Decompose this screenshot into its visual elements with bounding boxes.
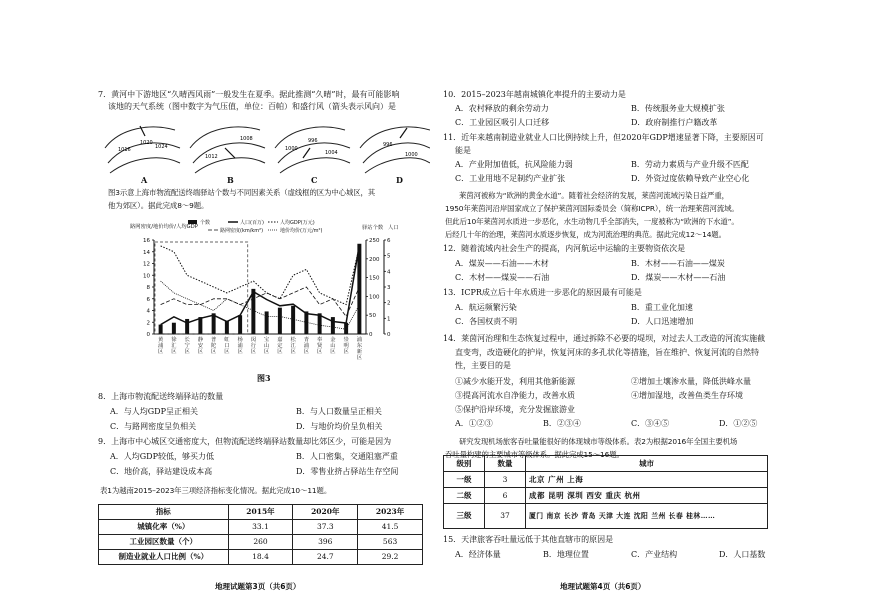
legend-label: 人均GDP(万元) xyxy=(280,220,315,226)
category-label: 徐 xyxy=(171,337,177,343)
bar-count xyxy=(159,325,163,334)
q11-option-b[interactable]: B．劳动力素质与产业升级不匹配 xyxy=(631,160,749,169)
category-label: 贤 xyxy=(316,343,323,349)
q14-option-d[interactable]: D．①②⑤ xyxy=(719,419,758,428)
table2-header-row xyxy=(444,456,768,472)
right-tick-label: 200 xyxy=(369,256,380,263)
table2-cell: 37 xyxy=(485,504,526,529)
table1-cell: 18.4 xyxy=(228,550,293,565)
legend-label: 地价均价(万元/m²) xyxy=(280,228,323,234)
q8-stem: 8．上海市物流配送终端驿站的数量 xyxy=(98,392,224,401)
question-8 xyxy=(98,392,418,402)
category-label: 浦 xyxy=(237,343,243,349)
series-line-1 xyxy=(161,245,360,325)
category-label: 陀 xyxy=(210,343,217,349)
category-label: 区 xyxy=(303,349,310,355)
table-row xyxy=(99,535,423,550)
q8-option-a[interactable]: A．与人均GDP呈正相关 xyxy=(110,407,198,416)
q9-option-a[interactable]: A．人均GDP较低，够买力低 xyxy=(110,452,214,461)
right2-tick-label: 3 xyxy=(387,285,391,291)
left-tick-label: 10 xyxy=(143,273,150,280)
q9-option-b[interactable]: B．人口密集，交通阻塞严重 xyxy=(296,452,398,461)
table1-cell: 396 xyxy=(293,535,358,550)
category-label: 长 xyxy=(184,337,190,343)
right-tick-label: 50 xyxy=(369,313,376,320)
right-tick-label: 0 xyxy=(369,332,373,338)
table1-header-cell: 2020年 xyxy=(293,505,358,520)
q11-stem-line1: 11．近年来越南制造业就业人口比例持续上升，但2020年GDP增速显著下降，主要原因可 xyxy=(443,133,764,142)
left-tick-label: 0 xyxy=(146,332,150,338)
q8-option-d[interactable]: D．与地价均价呈负相关 xyxy=(296,422,383,431)
bar-count xyxy=(278,308,282,334)
map-a xyxy=(105,126,180,173)
airport-line2: 吞吐量构建的主要城市等级体系。据此完成15～16题。 xyxy=(445,449,624,459)
table2-cell: 6 xyxy=(485,488,526,504)
figure3-intro-line2: 他为郊区）。据此完成8～9题。 xyxy=(108,201,209,211)
category-label: 闵 xyxy=(250,337,257,343)
category-label: 奉 xyxy=(316,337,323,343)
q13-option-a[interactable]: A．航运频繁污染 xyxy=(455,303,517,312)
q8-option-c[interactable]: C．与路网密度呈负相关 xyxy=(110,422,197,431)
figure3-caption: 图3 xyxy=(257,373,271,383)
legend-label: 路网密度(km/km²) xyxy=(220,228,264,234)
table1-cell: 33.1 xyxy=(228,520,293,535)
question-14 xyxy=(443,332,853,373)
category-label: 区 xyxy=(171,349,177,355)
category-label: 区 xyxy=(197,349,204,355)
q14-option-a[interactable]: A．①②③ xyxy=(455,419,493,428)
q14-option-c[interactable]: C．③④⑤ xyxy=(631,419,670,428)
map-d-isobar-1000: 1000 xyxy=(405,152,418,158)
q12-option-b[interactable]: B．木材——石油——煤炭 xyxy=(631,259,725,268)
question-7 xyxy=(98,90,418,112)
category-label: 定 xyxy=(277,343,283,349)
table1-intro: 表1为越南2015–2023年三项经济指标变化情况。据此完成10～11题。 xyxy=(100,486,332,495)
category-label: 虹 xyxy=(224,337,230,343)
bar-count xyxy=(225,321,229,334)
table2-header-cell: 城市 xyxy=(526,456,768,472)
q11-option-a[interactable]: A．产业附加值低，抗风险能力弱 xyxy=(455,160,573,169)
category-label: 山 xyxy=(263,343,270,349)
category-label: 汇 xyxy=(171,343,177,349)
table-row xyxy=(444,488,768,504)
rhine-line2: 1950年莱茵河沿岸国家成立了保护莱茵河国际委员会（简称ICPR），统一治理莱茵河流域。 xyxy=(445,203,739,213)
table1-cell: 工业园区数量（个） xyxy=(99,535,229,550)
bar-count xyxy=(265,311,269,334)
category-label: 宁 xyxy=(184,343,190,349)
category-label: 明 xyxy=(343,343,349,349)
bar-count xyxy=(331,317,335,334)
map-b-isobar-1012: 1012 xyxy=(205,154,218,160)
map-c xyxy=(275,127,350,173)
category-label: 区 xyxy=(343,349,349,355)
category-label: 宝 xyxy=(263,337,270,343)
right2-tick-label: 1 xyxy=(387,316,391,323)
bar-count xyxy=(172,323,176,334)
category-label: 浦 xyxy=(356,337,363,343)
left-tick-label: 16 xyxy=(143,238,150,244)
chart-svg xyxy=(128,218,398,366)
right2-tick-label: 5 xyxy=(387,253,391,260)
q9-option-d[interactable]: D．零售业挤占驿站生存空间 xyxy=(296,467,399,476)
table2-cell: 成都 昆明 深圳 西安 重庆 杭州 xyxy=(526,488,768,504)
right-tick-label: 250 xyxy=(369,238,380,244)
question-13: 13．ICPR成立后十年水质进一步恶化的原因最有可能是 xyxy=(443,288,642,297)
bar-count xyxy=(198,317,202,334)
category-label: 黄 xyxy=(157,337,164,343)
bar-count xyxy=(185,319,189,334)
q9-option-c[interactable]: C．地价高，驿站建设成本高 xyxy=(110,467,213,476)
q12-option-a[interactable]: A．煤炭——石油——木材 xyxy=(455,259,549,268)
table1-header-cell: 2015年 xyxy=(228,505,293,520)
category-label: 安 xyxy=(197,343,204,349)
q9-stem: 9．上海市中心城区交通密度大，但物流配送终端驿站数量却比郊区少，可能是因为 xyxy=(98,437,392,446)
left-tick-label: 14 xyxy=(143,249,150,256)
bar-count xyxy=(238,315,242,334)
q11-stem-line2: 能是 xyxy=(455,146,471,155)
category-label: 口 xyxy=(224,343,230,349)
map-a-isobar-1020: 1020 xyxy=(140,140,153,146)
category-label: 区 xyxy=(250,349,257,355)
table-row xyxy=(99,550,423,565)
category-label: 静 xyxy=(197,337,204,343)
table2 xyxy=(443,455,768,529)
category-label: 行 xyxy=(250,343,257,349)
map-a-isobar-1024: 1024 xyxy=(155,144,168,150)
category-label: 金 xyxy=(330,337,336,343)
map-label-b: B xyxy=(227,175,234,185)
category-label: 青 xyxy=(303,337,310,343)
map-label-a: A xyxy=(141,175,148,185)
rhine-line3: 但此后10年莱茵河水质进一步恶化，水生动物几乎全部消失，一度被称为“欧洲的下水道”。 xyxy=(445,216,739,226)
question-15: 15．天津旅客吞吐量远低于其他直辖市的原因是 xyxy=(443,535,614,544)
category-label: 区 xyxy=(330,349,336,355)
page-footer-right: 地理试题第4页（共6页） xyxy=(560,582,646,591)
table-row xyxy=(444,472,768,488)
q15-option-b[interactable]: B．地理位置 xyxy=(543,550,589,559)
q7-weather-maps xyxy=(100,118,430,178)
table1-cell: 37.3 xyxy=(293,520,358,535)
right2-tick-label: 4 xyxy=(387,269,391,276)
category-label: 区 xyxy=(210,349,217,355)
table1-cell: 563 xyxy=(358,535,423,550)
q13-option-c[interactable]: C．各国权责不明 xyxy=(455,317,518,326)
q14-item-1: ①减少水能开发，利用其他新能源 xyxy=(455,377,575,386)
table2-header-cell: 数量 xyxy=(485,456,526,472)
left-tick-label: 2 xyxy=(146,320,150,327)
table2-cell: 厦门 南京 长沙 青岛 天津 大连 沈阳 兰州 长春 桂林…… xyxy=(526,504,768,529)
table1-cell: 制造业就业人口比例（%） xyxy=(99,550,229,565)
q15-option-d[interactable]: D．人口基数 xyxy=(719,550,766,559)
table1 xyxy=(98,504,423,565)
rhine-line4: 后经几十年的治理，莱茵河水质逐步恢复，成为河流治理的典范。据此完成12～14题。 xyxy=(445,229,726,239)
q11-option-d[interactable]: D．外资过度依赖导致产业空心化 xyxy=(631,174,750,183)
table2-cell: 三级 xyxy=(444,504,485,529)
question-11 xyxy=(443,133,788,156)
category-label: 区 xyxy=(290,349,296,355)
category-label: 区 xyxy=(184,349,190,355)
left-tick-label: 4 xyxy=(146,308,150,315)
question-12: 12．随着流域内社会生产的提高，内河航运中运输的主要物资依次是 xyxy=(443,244,686,253)
y-right-title: 驿站个数 xyxy=(362,225,384,231)
q14-item-2: ②增加土壤渗水量，降低洪峰水量 xyxy=(631,377,751,386)
table1-cell: 城镇化率（%） xyxy=(99,520,229,535)
table2-cell: 二级 xyxy=(444,488,485,504)
q10-option-a[interactable]: A．农村释放的剩余劳动力 xyxy=(455,104,549,113)
question-9 xyxy=(98,437,418,447)
table1-header-row xyxy=(99,505,423,520)
category-label: 浦 xyxy=(157,343,164,349)
map-b xyxy=(190,127,265,173)
bar-count xyxy=(344,323,348,334)
category-label: 杨 xyxy=(237,337,243,343)
table2-cell: 一级 xyxy=(444,472,485,488)
category-label: 区 xyxy=(277,349,283,355)
right-page xyxy=(435,0,870,615)
table-row xyxy=(99,520,423,535)
left-tick-label: 6 xyxy=(146,296,150,303)
q15-option-c[interactable]: C．产业结构 xyxy=(631,550,678,559)
rhine-passage xyxy=(445,190,845,242)
map-c-isobar-1004: 1004 xyxy=(325,150,338,156)
q10-option-b[interactable]: B．传统服务业大规模扩张 xyxy=(631,104,725,113)
q14-stem-line1: 14．莱茵河治理和生态恢复过程中，通过拆除不必要的堤坝，对过去人工改造的河流实施截 xyxy=(443,334,766,343)
table1-cell: 41.5 xyxy=(358,520,423,535)
left-tick-label: 8 xyxy=(146,285,150,291)
rhine-line1: 莱茵河被称为“欧洲的黄金水道”。随着社会经济的发展，莱茵河流域污染日益严重， xyxy=(459,191,729,200)
question-10: 10．2015–2023年越南城镇化率提升的主要动力是 xyxy=(443,90,626,99)
table2-header-cell: 级别 xyxy=(444,456,485,472)
q15-option-a[interactable]: A．经济体量 xyxy=(455,550,501,559)
category-label: 区 xyxy=(224,349,230,355)
map-c-isobar-996: 996 xyxy=(308,138,318,144)
category-label: 山 xyxy=(330,343,336,349)
q12-option-d[interactable]: D．煤炭——木材——石油 xyxy=(631,273,726,282)
legend-label: 个数 xyxy=(200,220,211,226)
category-label: 区 xyxy=(316,349,323,355)
q7-stem-line1: 7．黄河中下游地区“久晴西风雨”一般发生在夏季。据此推测“久晴”时，最有可能影响 xyxy=(98,90,400,99)
map-d xyxy=(360,127,430,173)
page-footer-left: 地理试题第3页（共6页） xyxy=(215,582,301,591)
table1-cell: 260 xyxy=(228,535,293,550)
category-label: 松 xyxy=(290,337,296,343)
weather-maps-svg xyxy=(100,118,430,178)
y-left-title: 路网密度/地价均价/人均GDP xyxy=(130,224,198,230)
right-tick-label: 150 xyxy=(369,275,380,282)
category-label: 区 xyxy=(237,349,243,355)
category-label: 新 xyxy=(356,349,363,355)
table2-cell: 北京 广州 上海 xyxy=(526,472,768,488)
table-row xyxy=(444,504,768,529)
table1-header-cell: 2023年 xyxy=(358,505,423,520)
q10-option-d[interactable]: D．政府制推行户籍改革 xyxy=(631,118,718,127)
q8-option-b[interactable]: B．与人口数量呈正相关 xyxy=(296,407,382,416)
figure3-intro-line1: 图3示意上海市物流配送终端驿站个数与不同因素关系（虚线框的区为中心城区，其 xyxy=(108,188,376,197)
figure3-chart xyxy=(128,218,398,366)
q14-item-5: ⑤保护沿岸环境，充分发掘旅游业 xyxy=(455,405,575,414)
q12-option-c[interactable]: C．木材——煤炭——石油 xyxy=(455,273,550,282)
legend-label: 人口(百万) xyxy=(240,220,264,226)
table2-cell: 3 xyxy=(485,472,526,488)
left-tick-label: 12 xyxy=(143,261,150,268)
q13-option-b[interactable]: B．重工业化加速 xyxy=(631,303,693,312)
y-right2-title: 人口 xyxy=(388,225,398,231)
category-label: 区 xyxy=(356,355,363,361)
q10-option-c[interactable]: C．工业园区吸引人口迁移 xyxy=(455,118,550,127)
series-line-3 xyxy=(161,287,360,316)
map-label-c: C xyxy=(311,175,318,185)
map-d-isobar-996: 996 xyxy=(383,142,393,148)
category-label: 东 xyxy=(356,343,363,349)
map-b-isobar-1008: 1008 xyxy=(240,136,253,142)
q14-stem-line3: 性，主要目的是 xyxy=(455,361,511,371)
category-label: 嘉 xyxy=(277,337,283,343)
table1-header-cell: 指标 xyxy=(99,505,229,520)
category-label: 江 xyxy=(290,343,296,349)
right2-tick-label: 2 xyxy=(387,300,391,307)
map-label-d: D xyxy=(396,175,403,185)
q11-option-c[interactable]: C．工业用地不足制约产业扩张 xyxy=(455,174,566,183)
q14-item-4: ④增加湿地，改善鱼类生存环境 xyxy=(631,391,743,400)
table1-cell: 24.7 xyxy=(293,550,358,565)
category-label: 普 xyxy=(210,337,217,343)
figure3-intro xyxy=(108,188,428,211)
right2-tick-label: 6 xyxy=(387,238,391,244)
right2-tick-label: 0 xyxy=(387,332,391,338)
category-label: 区 xyxy=(157,349,164,355)
q14-stem-line2: 直变弯，改造硬化的护岸，恢复河床的多孔状化等措施，旨在维护、恢复河流的自然特 xyxy=(455,347,759,357)
q13-option-d[interactable]: D．人口迅速增加 xyxy=(631,317,694,326)
q14-option-b[interactable]: B．②③④ xyxy=(543,419,581,428)
map-a-isobar-1016: 1016 xyxy=(118,147,131,153)
q14-item-3: ③提高河流水自净能力，改善水质 xyxy=(455,391,575,400)
table1-cell: 29.2 xyxy=(358,550,423,565)
right-tick-label: 100 xyxy=(369,294,380,301)
category-label: 崇 xyxy=(343,337,349,343)
map-c-isobar-1000: 1000 xyxy=(285,146,298,152)
category-label: 浦 xyxy=(303,343,310,349)
airport-line1: 研究发现机场旅客吞吐量能很好的体现城市等级体系。表2为根据2016年全国主要机场 xyxy=(459,437,738,446)
category-label: 区 xyxy=(263,349,270,355)
legend-swatch-bar xyxy=(188,220,197,224)
q7-stem-line2: 该地的天气系统（图中数字为气压值，单位：百帕）和盛行风（箭头表示风向）是 xyxy=(108,102,396,111)
